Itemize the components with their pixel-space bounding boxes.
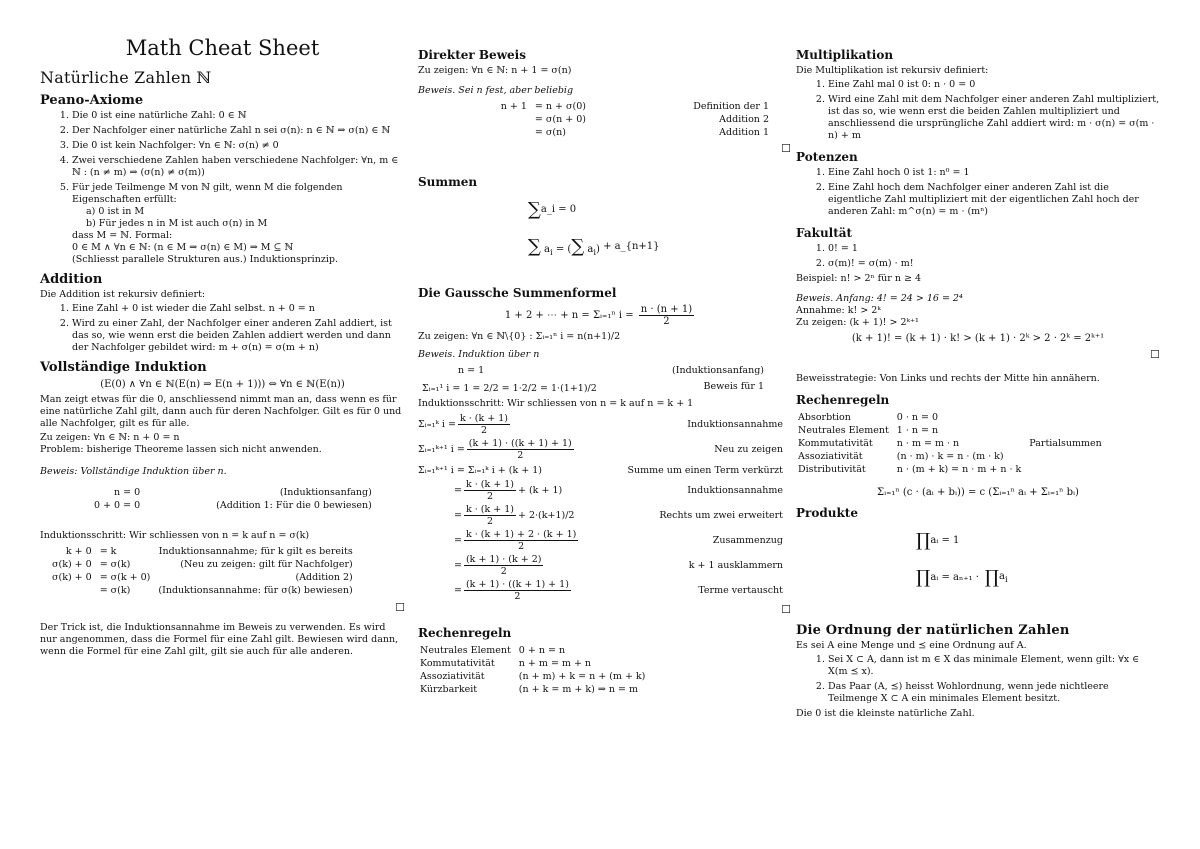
table-row — [798, 464, 1108, 475]
gauss-row-expr — [418, 479, 562, 502]
pow-list — [796, 167, 1160, 218]
problem: Problem: bisherige Theoreme lassen sich nicht anwenden. — [40, 444, 322, 455]
cell: (n + m) + k = n + (m + k) — [518, 671, 646, 682]
gauss-step-rows — [418, 412, 783, 603]
fak-proof: Beweis. Anfang: 4! = 24 > 16 = 2⁴ — [796, 293, 963, 304]
cell — [1029, 451, 1107, 462]
induction-formula: (E(0) ∧ ∀n ∈ ℕ(E(n) ⇒ E(n + 1))) ⇔ ∀n ∈ ℕ(E(n)) — [100, 379, 345, 390]
gauss-formula — [418, 304, 783, 327]
direct-heading: Direkter Beweis — [418, 48, 526, 62]
table-row — [418, 377, 768, 395]
addition-list — [40, 303, 405, 354]
direct-proof: Beweis. Sei n fest, aber beliebig — [418, 85, 574, 96]
cell: (Addition 1: Für die 0 bewiesen) — [216, 500, 372, 511]
cell: Kürzbarkeit — [420, 684, 478, 695]
gauss-row-lhs: = — [454, 485, 462, 496]
table-row — [798, 451, 1108, 462]
fraction-denominator: 2 — [480, 425, 487, 436]
list-item: 2. Wird zu einer Zahl, der Nachfolger einer anderen Zahl addiert, ist das so, wie wenn erst die beiden Zahlen addiert werden und dann der Nachfolger gebildet wird: m + σ(n) = σ(m + n) — [72, 318, 405, 354]
fraction-numerator: k · (k + 1) — [465, 479, 514, 490]
cell — [1029, 425, 1107, 436]
cell: Addition 2 — [719, 114, 769, 125]
cell: 0 + n = n — [518, 645, 566, 656]
cell: = σ(k) — [99, 559, 131, 570]
fraction-denominator: 2 — [517, 450, 524, 461]
cell: Beweis für 1 — [703, 380, 764, 392]
trick-text: Der Trick ist, die Induktionsannahme im Beweis zu verwenden. Es wird nur angenommen, dass die Formel für eine Zahl gilt. Bewiesen wird dann, wenn die Formel für eine Zahl gilt, gilt sie auch für alle anderen. — [40, 622, 399, 657]
qed-symbol: ☐ — [781, 603, 791, 616]
product-icon: ∏ — [978, 566, 1000, 588]
fraction-numerator: n · (n + 1) — [640, 304, 693, 315]
gauss-step: Induktionsschritt: Wir schliessen von n = k auf n = k + 1 — [418, 398, 694, 409]
gauss-row-tail: + (k + 1) — [518, 485, 563, 496]
order-end: Die 0 ist die kleinste natürliche Zahl. — [796, 708, 975, 719]
table-row — [418, 364, 768, 377]
fraction-denominator: 2 — [486, 491, 493, 502]
table-row — [798, 412, 1108, 423]
cell: Kommutativität — [798, 438, 873, 449]
gauss-row — [418, 578, 783, 603]
column-2 — [418, 40, 791, 697]
cell: σ(k) + 0 — [52, 572, 92, 583]
cell: (Induktionsanfang) — [279, 487, 372, 498]
fak-heading: Fakultät — [796, 226, 853, 240]
gauss-row — [418, 437, 783, 462]
cell: Definition der 1 — [693, 101, 769, 112]
cell: (Induktionsannahme: für σ(k) bewiesen) — [158, 585, 353, 596]
gauss-show: Zu zeigen: ∀n ∈ ℕ\{0} : Σᵢ₌₁ⁿ i = n(n+1)/2 — [418, 331, 621, 342]
gauss-row-note: Rechts um zwei erweitert — [659, 510, 783, 521]
table-row — [420, 671, 651, 682]
table-row — [473, 126, 773, 139]
gauss-row-lhs: = — [454, 510, 462, 521]
gauss-proof: Beweis. Induktion über n — [418, 349, 540, 360]
gauss-row-fraction — [464, 554, 544, 577]
rules-heading-mult: Rechenregeln — [796, 393, 890, 407]
gauss-row-expr — [418, 504, 574, 527]
gauss-row-fraction — [458, 413, 510, 436]
gauss-row-lhs: = — [454, 560, 462, 571]
gauss-row-note: Zusammenzug — [712, 535, 783, 546]
peano-formal: 0 ∈ M ∧ ∀n ∈ ℕ: (n ∈ M ⇒ σ(n) ∈ M) ⇒ M ⊆ ℕ — [72, 242, 294, 253]
fak-show: Zu zeigen: (k + 1)! > 2ᵏ⁺¹ — [796, 317, 919, 328]
table-row — [420, 684, 651, 695]
sum-definitions — [528, 192, 783, 266]
table-row — [420, 658, 651, 669]
cell: Assoziativität — [420, 671, 485, 682]
gauss-row-note: Induktionsannahme — [687, 485, 783, 496]
list-item: 2. σ(m)! = σ(m) · m! — [828, 258, 1160, 270]
cell: Induktionsannahme; für k gilt es bereits — [158, 546, 353, 557]
qed-symbol: ☐ — [781, 142, 791, 155]
cell: k + 0 — [65, 546, 92, 557]
cell: = σ(n) — [534, 127, 566, 138]
mult-intro: Die Multiplikation ist rekursiv definiert: — [796, 65, 989, 76]
cell: = σ(k + 0) — [99, 572, 151, 583]
table-row — [798, 425, 1108, 436]
peano-note: (Schliesst parallele Strukturen aus.) Induktionsprinzip. — [72, 254, 338, 265]
gauss-row-note: Neu zu zeigen — [714, 444, 783, 455]
sum-def-1 — [528, 192, 783, 226]
strategy: Beweisstrategie: Von Links und rechts der Mitte hin annähern. — [796, 373, 1100, 384]
fraction-numerator: k · (k + 1) — [459, 413, 508, 424]
cell: 0 · n = 0 — [896, 412, 939, 423]
cell: Absorbtion — [798, 412, 851, 423]
product-icon: ∏ — [916, 566, 931, 588]
fak-assume: Annahme: k! > 2ᵏ — [796, 305, 881, 316]
gauss-row-note: Terme vertauscht — [698, 585, 783, 596]
sigma-icon: ∑ — [528, 235, 541, 257]
pow-heading: Potenzen — [796, 150, 858, 164]
induction-heading: Vollständige Induktion — [40, 360, 207, 375]
gauss-row — [418, 462, 783, 478]
prod-definitions — [916, 523, 1160, 597]
fraction-numerator: k · (k + 1) + 2 · (k + 1) — [465, 529, 577, 540]
list-item: 1. Sei X ⊂ A, dann ist m ∈ X das minimale Element, wenn gilt: ∀x ∈ X(m ⪯ x). — [828, 654, 1160, 678]
cell: n = 0 — [113, 487, 141, 498]
cell: Assoziativität — [798, 451, 863, 462]
order-intro: Es sei A eine Menge und ⪯ eine Ordnung auf A. — [796, 640, 1027, 651]
cell: Neutrales Element — [420, 645, 511, 656]
nat-heading: Natürliche Zahlen ℕ — [40, 68, 212, 87]
fraction-numerator: (k + 1) · ((k + 1) + 1) — [465, 579, 569, 590]
rules-table-add — [418, 643, 653, 697]
rules-heading-add: Rechenregeln — [418, 626, 512, 640]
gauss-row — [418, 478, 783, 503]
step-intro: Induktionsschritt: Wir schliessen von n = k auf n = σ(k) — [40, 530, 310, 541]
cell: Addition 1 — [719, 127, 769, 138]
list-item: 1. Eine Zahl hoch 0 ist 1: n⁰ = 1 — [828, 167, 1160, 179]
gauss-row-note: k + 1 ausklammern — [688, 560, 783, 571]
gauss-row-lhs: = — [454, 585, 462, 596]
cell — [48, 584, 96, 597]
table-row — [48, 584, 357, 597]
list-item: 4. Zwei verschiedene Zahlen haben verschiedene Nachfolger: ∀n, m ∈ ℕ : (n ≠ m) ⇒ (σ(n) ≠ σ(m)) — [72, 155, 405, 179]
cell: n · (m + k) = n · m + n · k — [896, 464, 1022, 475]
cell: n + m = m + n — [518, 658, 592, 669]
cell: = k — [99, 546, 117, 557]
gauss-row — [418, 503, 783, 528]
prod-def-1-rhs: aᵢ = 1 — [930, 534, 960, 546]
to-show: Zu zeigen: ∀n ∈ ℕ: n + 0 = n — [40, 432, 180, 443]
cell: Neutrales Element — [798, 425, 889, 436]
addition-intro: Die Addition ist rekursiv definiert: — [40, 289, 206, 300]
addition-heading: Addition — [40, 272, 103, 287]
column-1 — [40, 30, 405, 660]
fraction-numerator: k · (k + 1) — [465, 504, 514, 515]
gauss-fraction — [639, 304, 694, 327]
cell: (Addition 2) — [295, 572, 353, 583]
peano-sub-b: b) Für jedes n in M ist auch σ(n) in M — [86, 218, 268, 229]
table-row — [48, 545, 357, 558]
cell: Partialsummen — [1029, 438, 1102, 449]
base-table — [90, 486, 376, 512]
proof-label: Beweis: Vollständige Induktion über n. — [40, 466, 227, 477]
fraction-numerator: (k + 1) · ((k + 1) + 1) — [468, 438, 572, 449]
cell: σ(k) + 0 — [52, 559, 92, 570]
gauss-row-lhs: Σᵢ₌₁ᵏ⁺¹ i = — [418, 444, 465, 455]
prod-def-1 — [916, 523, 1160, 557]
gauss-row-expr — [418, 413, 512, 436]
prod-heading: Produkte — [796, 506, 858, 520]
fraction-denominator: 2 — [500, 566, 507, 577]
cell — [1029, 412, 1107, 423]
gauss-row-expr — [418, 529, 580, 552]
step-table — [48, 545, 357, 597]
prod-def-2-tail: $a_i$ — [999, 570, 1008, 584]
gauss-row-tail: + 2·(k+1)/2 — [518, 510, 575, 521]
list-item — [72, 182, 405, 266]
direct-show: Zu zeigen: ∀n ∈ ℕ: n + 1 = σ(n) — [418, 65, 572, 76]
gauss-row-fraction — [464, 529, 578, 552]
sigma-icon: ∑ — [528, 198, 541, 220]
fak-example: Beispiel: n! > 2ⁿ für n ≥ 4 — [796, 273, 921, 284]
cell: n · m = m · n — [896, 438, 960, 449]
peano-item-5: Für jede Teilmenge M von ℕ gilt, wenn M die folgenden Eigenschaften erfüllt: — [72, 182, 343, 205]
page-title: Math Cheat Sheet — [125, 36, 320, 60]
table-row — [473, 100, 773, 113]
fraction-numerator: (k + 1) · (k + 2) — [465, 554, 542, 565]
cell: (Induktionsanfang) — [672, 365, 764, 376]
gauss-row-expr — [418, 579, 573, 602]
table-row — [90, 486, 376, 499]
gauss-row — [418, 528, 783, 553]
peano-sub-a: a) 0 ist in M — [86, 206, 145, 217]
fraction-denominator: 2 — [518, 541, 525, 552]
cell: n + 1 — [500, 101, 527, 112]
cell: (n + k = m + k) ⇒ n = m — [518, 684, 638, 695]
prod-def-2-rhs: aᵢ = aₙ₊₁ · — [930, 571, 979, 583]
prod-def-2 — [916, 557, 1160, 597]
mult-heading: Multiplikation — [796, 48, 894, 62]
sum-heading: Summen — [418, 175, 478, 189]
gauss-row-note: Induktionsannahme — [687, 419, 783, 430]
cell — [473, 113, 531, 126]
gauss-row-expr — [418, 438, 576, 461]
column-3 — [796, 40, 1160, 722]
gauss-row-expr — [418, 554, 545, 577]
mult-list — [796, 79, 1160, 142]
fraction-denominator: 2 — [514, 591, 521, 602]
table-row — [420, 645, 651, 656]
sum-def-2-mid: $a_i$ = (∑ $a_i$) — [540, 235, 604, 257]
cell: 1 · n = n — [896, 425, 939, 436]
rules-table-mult — [796, 410, 1110, 477]
qed-symbol: ☐ — [395, 601, 405, 614]
sum-def-2-rhs: + a_{n+1} — [603, 240, 660, 252]
cell: (n · m) · k = n · (m · k) — [896, 451, 1004, 462]
gauss-row-lhs: = — [454, 535, 462, 546]
direct-table — [473, 100, 773, 139]
table-row — [473, 113, 773, 126]
list-item: 1. Die 0 ist eine natürliche Zahl: 0 ∈ ℕ — [72, 110, 405, 122]
cell — [1029, 464, 1107, 475]
fak-calc: (k + 1)! = (k + 1) · k! > (k + 1) · 2ᵏ > 2 · 2ᵏ = 2ᵏ⁺¹ — [851, 333, 1105, 344]
induction-text: Man zeigt etwas für die 0, anschliessend nimmt man an, dass wenn es für eine natürliche Zahl gilt, dann auch für deren Nachfolger. Gilt es für 0 und alle Nachfolger, gilt es für alle. — [40, 394, 402, 429]
partial-formula: Σᵢ₌₁ⁿ (c · (aᵢ + bᵢ)) = c (Σᵢ₌₁ⁿ aᵢ + Σᵢ₌₁ⁿ bᵢ) — [877, 487, 1079, 498]
cell: n = 1 — [458, 365, 485, 376]
gauss-row-expr — [418, 465, 542, 476]
gauss-row — [418, 412, 783, 437]
cell: Distributivität — [798, 464, 866, 475]
gauss-row-fraction — [464, 504, 516, 527]
peano-dass: dass M = ℕ. Formal: — [72, 230, 173, 241]
gauss-row-lhs: Σᵢ₌₁ᵏ⁺¹ i = Σᵢ₌₁ᵏ i + (k + 1) — [418, 464, 542, 476]
gauss-row-fraction — [467, 438, 574, 461]
gauss-row — [418, 553, 783, 578]
gauss-row-lhs: Σᵢ₌₁ᵏ i = — [418, 419, 456, 430]
list-item: 2. Der Nachfolger einer natürliche Zahl n sei σ(n): n ∈ ℕ ⇒ σ(n) ∈ ℕ — [72, 125, 405, 137]
list-item: 2. Eine Zahl hoch dem Nachfolger einer anderen Zahl ist die eigentliche Zahl multipliziert mit der eigentlichen Zahl hoch der anderen Zahl: m^σ(n) = m · (mⁿ) — [828, 182, 1160, 218]
list-item: 1. Eine Zahl mal 0 ist 0: n · 0 = 0 — [828, 79, 1160, 91]
fraction-denominator: 2 — [486, 516, 493, 527]
list-item: 1. 0! = 1 — [828, 243, 1160, 255]
sum-def-1-rhs: a_i = 0 — [540, 203, 577, 215]
cell: = σ(n + 0) — [534, 114, 586, 125]
cell: = n + σ(0) — [534, 101, 586, 112]
peano-heading: Peano-Axiome — [40, 93, 144, 108]
table-row — [90, 499, 376, 512]
list-item: 2. Wird eine Zahl mit dem Nachfolger einer anderen Zahl multipliziert, ist das so, wie wenn erst die beiden Zahlen multipliziert und anschliessend die ursprüngliche Zahl addiert wird: m · σ(n) = σ(m · n) + m — [828, 94, 1160, 142]
fak-list — [796, 243, 1160, 270]
gauss-row-fraction — [464, 579, 571, 602]
list-item: 3. Die 0 ist kein Nachfolger: ∀n ∈ ℕ: σ(n) ≠ 0 — [72, 140, 405, 152]
order-heading: Die Ordnung der natürlichen Zahlen — [796, 623, 1070, 638]
gauss-row-note: Summe um einen Term verkürzt — [627, 464, 783, 476]
table-row — [798, 438, 1108, 449]
cell: (Neu zu zeigen: gilt für Nachfolger) — [180, 559, 353, 570]
table-row — [48, 571, 357, 584]
cell: Kommutativität — [420, 658, 495, 669]
gauss-base-table — [418, 364, 768, 395]
cell — [473, 126, 531, 139]
cell: 0 + 0 = 0 — [94, 500, 141, 511]
cell: Σᵢ₌₁¹ i = 1 = 2/2 = 1·2/2 = 1·(1+1)/2 — [422, 383, 597, 394]
gauss-row-fraction — [464, 479, 516, 502]
sum-def-2 — [528, 226, 783, 266]
qed-symbol: ☐ — [1150, 348, 1160, 361]
gauss-heading: Die Gaussche Summenformel — [418, 286, 617, 300]
cell: = σ(k) — [99, 585, 131, 596]
list-item: 1. Eine Zahl + 0 ist wieder die Zahl selbst. n + 0 = n — [72, 303, 405, 315]
gauss-formula-lhs: 1 + 2 + ⋯ + n = Σᵢ₌₁ⁿ i = — [504, 310, 634, 321]
order-list — [796, 654, 1160, 705]
peano-list — [40, 110, 405, 266]
list-item: 2. Das Paar (A, ⪯) heisst Wohlordnung, wenn jede nichtleere Teilmenge X ⊂ A ein minimales Element besitzt. — [828, 681, 1160, 705]
product-icon: ∏ — [916, 529, 931, 551]
table-row — [48, 558, 357, 571]
fraction-denominator: 2 — [663, 316, 670, 327]
